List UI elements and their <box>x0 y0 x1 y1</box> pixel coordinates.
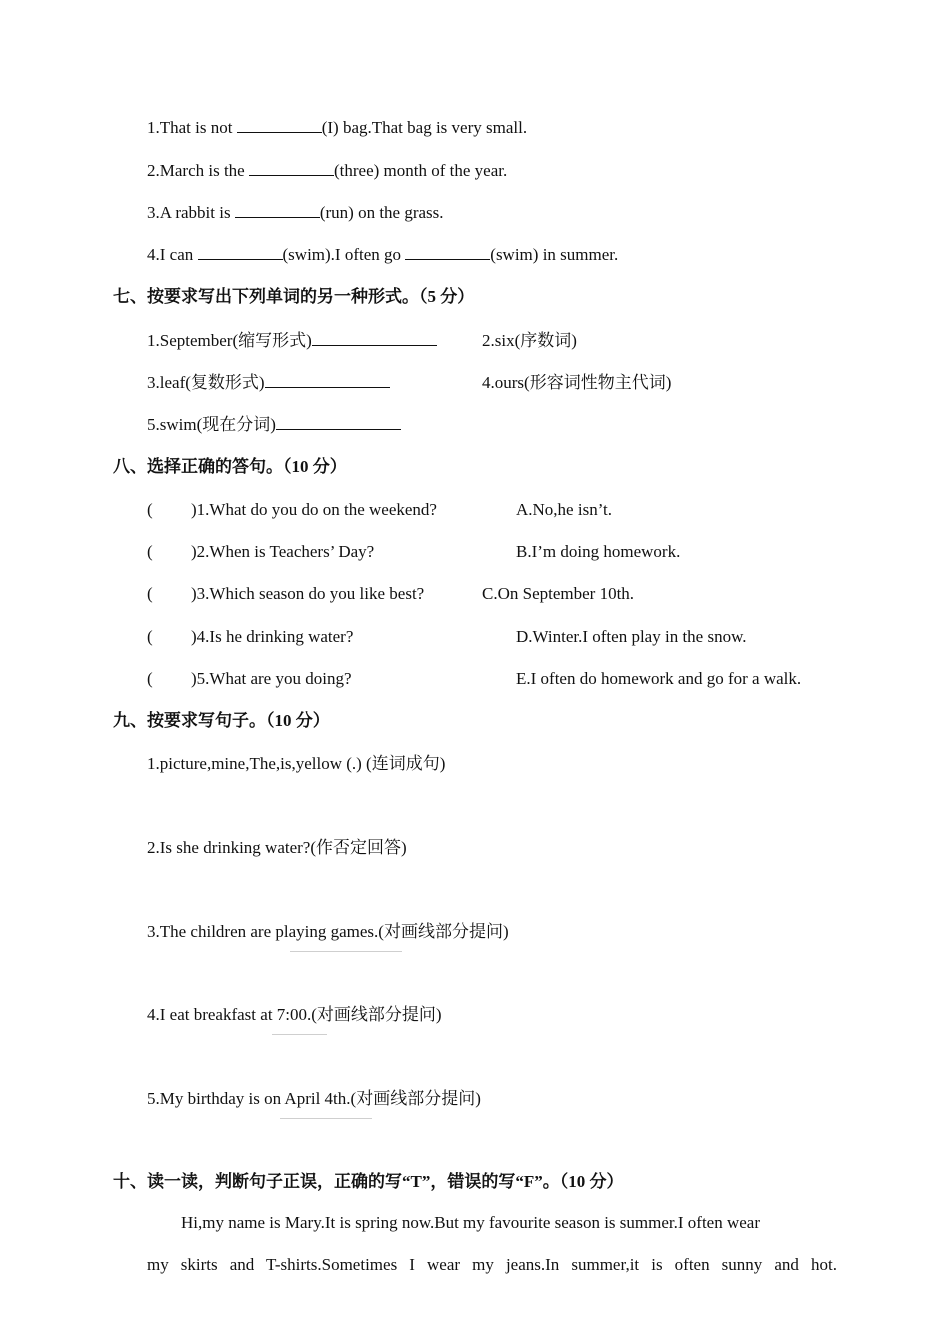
question-text: )5.What are you doing? <box>191 669 352 688</box>
underline-mark <box>290 951 402 952</box>
answer-blank[interactable] <box>249 161 334 176</box>
question-hint: (three) month of the year. <box>333 161 508 180</box>
underline-mark <box>272 1034 327 1035</box>
rewrite-item-1: 1.picture,mine,The,is,yellow (.) (连词成句) <box>147 754 446 773</box>
fill-question-1 <box>147 117 527 139</box>
match-answer-e: E.I often do homework and go for a walk. <box>516 669 802 688</box>
match-answer-b: B.I’m doing homework. <box>516 542 681 561</box>
match-answer-c: C.On September 10th. <box>482 584 635 603</box>
question-text: 3.A rabbit is <box>147 203 235 222</box>
item-text: 3.leaf(复数形式) <box>147 373 265 392</box>
answer-blank[interactable] <box>235 203 320 218</box>
question-text: (swim).I often go <box>282 245 406 264</box>
match-question-5 <box>147 668 352 690</box>
rewrite-item-2: 2.Is she drinking water?(作否定回答) <box>147 838 407 857</box>
word-form-item-3 <box>147 372 390 394</box>
rewrite-item-4: 4.I eat breakfast at 7:00.(对画线部分提问) <box>147 1005 442 1024</box>
item-text: 5.swim(现在分词) <box>147 415 276 434</box>
answer-paren[interactable]: ( <box>147 542 153 561</box>
question-text: )2.When is Teachers’ Day? <box>191 542 375 561</box>
question-text: 1.That is not <box>147 118 237 137</box>
reading-passage-line-1: Hi,my name is Mary.It is spring now.But my favourite season is summer.I often wear <box>181 1213 760 1232</box>
match-question-1 <box>147 499 437 521</box>
section-7-title: 七、按要求写出下列单词的另一种形式。（5 分） <box>113 287 475 306</box>
reading-passage-line-2: my skirts and T-shirts.Sometimes I wear my jeans.In summer,it is often sunny and hot. <box>147 1255 837 1274</box>
answer-blank[interactable] <box>237 118 322 133</box>
answer-blank[interactable] <box>405 245 490 260</box>
answer-paren[interactable]: ( <box>147 627 153 646</box>
question-text: )3.Which season do you like best? <box>191 584 425 603</box>
fill-question-4 <box>147 244 618 266</box>
section-10-title: 十、读一读，判断句子正误，正确的写“T”，错误的写“F”。（10 分） <box>113 1172 624 1191</box>
answer-paren[interactable]: ( <box>147 584 153 603</box>
match-answer-a: A.No,he isn’t. <box>516 500 613 519</box>
fill-question-2 <box>147 160 507 182</box>
word-form-item-4 <box>482 372 671 394</box>
answer-blank[interactable] <box>198 245 283 260</box>
question-hint: (swim) in summer. <box>490 245 619 264</box>
rewrite-item-3: 3.The children are playing games.(对画线部分提问) <box>147 922 509 941</box>
question-hint: (I) bag.That bag is very small. <box>321 118 528 137</box>
question-text: )4.Is he drinking water? <box>191 627 354 646</box>
underline-mark <box>280 1118 372 1119</box>
word-form-item-1 <box>147 330 437 352</box>
item-text: 4.ours(形容词性物主代词) <box>482 373 672 392</box>
question-hint: (run) on the grass. <box>319 203 444 222</box>
match-question-4 <box>147 626 353 648</box>
rewrite-item-5: 5.My birthday is on April 4th.(对画线部分提问) <box>147 1089 481 1108</box>
word-form-item-5 <box>147 414 401 436</box>
word-form-item-2 <box>482 330 577 352</box>
match-answer-d: D.Winter.I often play in the snow. <box>516 627 747 646</box>
answer-blank[interactable] <box>265 373 390 388</box>
answer-blank[interactable] <box>312 331 437 346</box>
answer-paren[interactable]: ( <box>147 500 153 519</box>
question-text: 2.March is the <box>147 161 249 180</box>
item-text: 2.six(序数词) <box>482 331 577 350</box>
question-text: 4.I can <box>147 245 198 264</box>
answer-blank[interactable] <box>276 415 401 430</box>
fill-question-3 <box>147 202 444 224</box>
answer-paren[interactable]: ( <box>147 669 153 688</box>
match-question-3 <box>147 583 424 605</box>
question-text: )1.What do you do on the weekend? <box>191 500 437 519</box>
item-text: 1.September(缩写形式) <box>147 331 312 350</box>
section-9-title: 九、按要求写句子。（10 分） <box>113 711 330 730</box>
section-8-title: 八、选择正确的答句。（10 分） <box>113 457 347 476</box>
match-question-2 <box>147 541 374 563</box>
